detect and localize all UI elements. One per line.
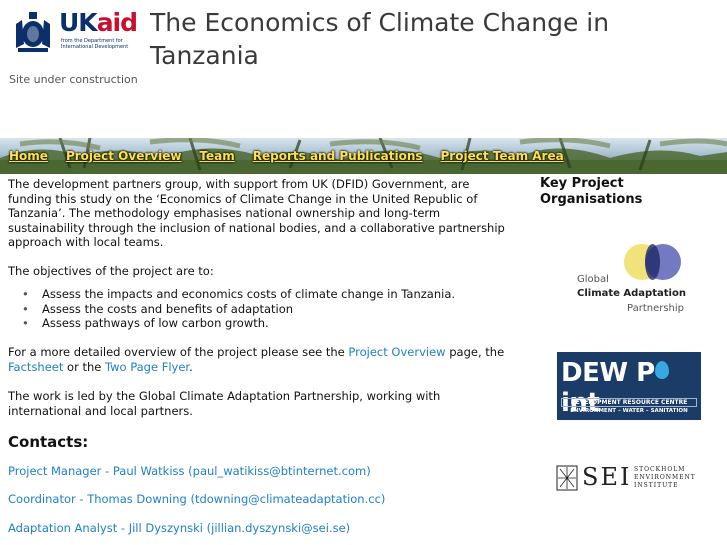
- royal-crest-icon: [10, 10, 56, 54]
- page-title: The Economics of Climate Change in Tanzania: [150, 8, 610, 70]
- gcap-line1: Global: [577, 274, 609, 285]
- gcap-line2: Climate Adaptation: [577, 288, 686, 299]
- dew-point-logo[interactable]: [557, 352, 701, 420]
- nav-team[interactable]: Team: [199, 149, 235, 163]
- ukaid-wordmark: UKaid: [59, 8, 138, 37]
- sei-logo[interactable]: [556, 461, 706, 497]
- contact-adaptation-analyst[interactable]: Adaptation Analyst - Jill Dyszynski (jillian.dyszynski@sei.se): [8, 520, 351, 535]
- ukaid-logo[interactable]: [10, 8, 138, 54]
- nav-home[interactable]: Home: [9, 149, 48, 163]
- gcap-circle-overlap: [645, 244, 660, 280]
- gcap-logo[interactable]: [575, 242, 695, 320]
- contact-project-manager[interactable]: Project Manager - Paul Watkiss (paul_watikiss@btinternet.com): [8, 463, 371, 478]
- dew-line2: ENVIRONMENT – WATER – SANITATION: [570, 408, 688, 414]
- ukaid-dept-text: from the Department for International Development: [61, 38, 129, 50]
- list-item: • Assess the costs and benefits of adaptation: [22, 302, 508, 317]
- sei-subtitle: STOCKHOLM ENVIRONMENT INSTITUTE: [634, 466, 696, 489]
- sei-wordmark: SEI: [582, 463, 632, 491]
- dew-line1: DEVELOPMENT RESOURCE CENTRE: [561, 398, 697, 407]
- gcap-line3: Partnership: [627, 303, 685, 314]
- dew-point-wordmark: DEW Pint: [561, 358, 701, 418]
- sidebar: [540, 176, 720, 491]
- list-item: • Assess pathways of low carbon growth.: [22, 316, 508, 331]
- overview-paragraph: For a more detailed overview of the project please see the Project Overview page, the Factsheet or the Two Page Flyer.: [8, 345, 505, 374]
- main-content: [8, 177, 508, 545]
- two-page-flyer-link[interactable]: Two Page Flyer: [105, 359, 190, 374]
- water-drop-icon: [655, 361, 669, 379]
- contact-coordinator[interactable]: Coordinator - Thomas Downing (tdowning@climateadaptation.cc): [8, 492, 386, 507]
- contacts-heading: Contacts:: [8, 432, 89, 451]
- nav-project-overview[interactable]: Project Overview: [65, 149, 182, 163]
- project-overview-link[interactable]: Project Overview: [348, 345, 446, 360]
- nav-reports-publications[interactable]: Reports and Publications: [252, 149, 423, 163]
- list-item: • Assess the impacts and economics costs of climate change in Tanzania.: [22, 287, 508, 302]
- objectives-lead: The objectives of the project are to:: [8, 264, 214, 279]
- objectives-list: [8, 287, 508, 331]
- led-by-paragraph: The work is led by the Global Climate Adaptation Partnership, working with international and local partners.: [8, 389, 441, 418]
- sidebar-heading: Key Project Organisations: [540, 176, 643, 207]
- main-nav: [0, 148, 573, 166]
- site-tagline: Site under construction: [9, 73, 138, 86]
- nav-project-team-area[interactable]: Project Team Area: [440, 149, 564, 163]
- factsheet-link[interactable]: Factsheet: [8, 359, 64, 374]
- site-header: [0, 0, 727, 138]
- intro-paragraph: The development partners group, with support from UK (DFID) Government, are funding this study on the ‘Economics of Climate Change in the United Republic of Tanzania’. The methodology emphasises national ownership and long-term sustainability through the inclusion of national bodies, and a collaborative partnership approach with local teams.: [8, 177, 505, 250]
- sei-emblem-icon: [556, 465, 578, 491]
